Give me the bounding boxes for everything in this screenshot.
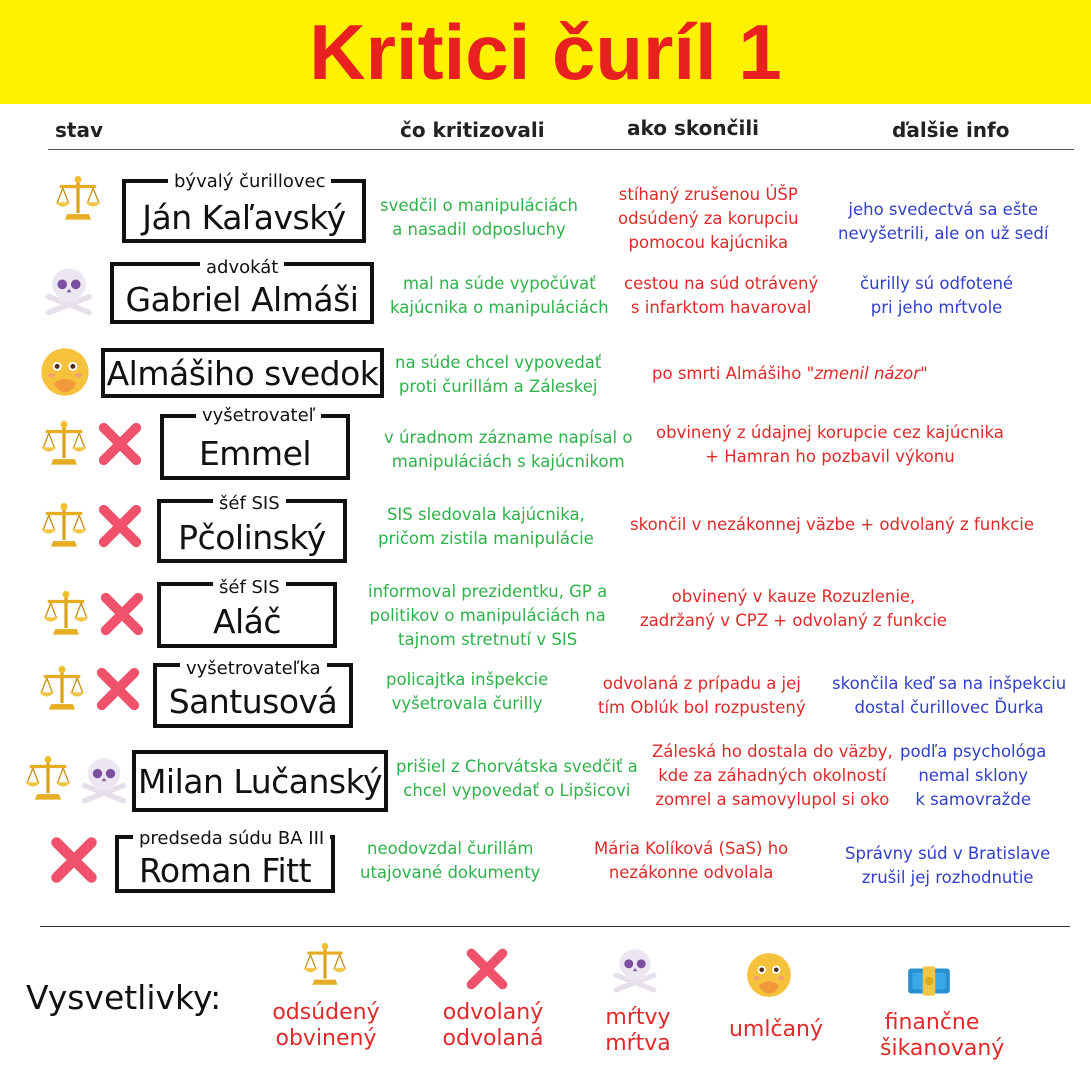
legend-divider: [40, 926, 1070, 927]
criticized-text: [386, 668, 548, 716]
info-text-line: nevyšetrili, ale on už sedí: [838, 224, 1049, 243]
criticized-text-line: manipuláciách s kajúcnikom: [391, 452, 625, 471]
outcome-text-line: odsúdený za korupciu: [618, 209, 799, 228]
person-name: Milan Lučanský: [137, 761, 383, 801]
criticized-text: [390, 272, 609, 320]
criticized-text: [380, 194, 578, 242]
legend-item: [880, 1010, 1005, 1062]
skull-icon: [42, 263, 96, 321]
criticized-text-line: proti čurillám a Záleskej: [398, 377, 598, 396]
outcome-text: [656, 421, 1004, 469]
info-text-line: čurilly sú odfotené: [860, 274, 1014, 293]
criticized-text-line: kajúcnika o manipuláciách: [390, 298, 609, 317]
criticized-text-line: policajtka inšpekcie: [386, 670, 549, 689]
status-icons: [38, 500, 146, 556]
outcome-text-line: skončil v nezákonnej väzbe + odvolaný z funkcie: [630, 515, 1035, 534]
criticized-text-line: pričom zistila manipulácie: [378, 529, 594, 548]
info-text: [845, 842, 1050, 890]
header-info: ďalšie info: [892, 118, 1010, 142]
criticized-text: [378, 503, 594, 551]
info-text-line: podľa psychológa: [900, 742, 1047, 761]
skull-icon: [610, 944, 660, 998]
person-name: Gabriel Almáši: [125, 279, 359, 319]
outcome-text-line: kde za záhadných okolností: [658, 766, 887, 785]
cross-icon: [96, 588, 148, 644]
person-name: Pčolinský: [178, 517, 326, 557]
person-role: advokát: [200, 258, 284, 278]
person-name: Aláč: [212, 601, 282, 641]
status-icons: [38, 345, 92, 403]
criticized-text-line: tajnom stretnutí v SIS: [398, 630, 578, 649]
outcome-text: [594, 837, 788, 885]
outcome-text-line: + Hamran ho pozbavil výkonu: [705, 447, 955, 466]
info-text: [860, 272, 1013, 320]
outcome-text-line: stíhaný zrušenou ÚŠP: [618, 185, 798, 204]
info-text-line: zrušil jej rozhodnutie: [861, 868, 1034, 887]
scales-icon: [38, 500, 90, 556]
scales-icon: [40, 588, 92, 644]
outcome-text: [652, 362, 928, 386]
info-text: [900, 740, 1046, 812]
legend-label: umlčaný: [728, 1017, 824, 1042]
legend-title: Vysvetlivky:: [26, 978, 222, 1017]
info-text-line: Správny súd v Bratislave: [845, 844, 1051, 863]
info-text-line: dostal čurillovec Ďurka: [854, 698, 1044, 717]
criticized-text: [368, 580, 607, 652]
person-name: Roman Fitt: [138, 850, 312, 890]
header-divider: [48, 149, 1074, 150]
criticized-text-line: SIS sledovala kajúcnika,: [386, 505, 585, 524]
cross-icon: [462, 944, 512, 998]
status-icons: [40, 588, 148, 644]
criticized-text-line: utajované dokumenty: [360, 863, 541, 882]
outcome-text-line: zadržaný v CPZ + odvolaný z funkcie: [640, 611, 947, 630]
skull-icon: [78, 753, 130, 809]
scales-icon: [36, 663, 88, 719]
outcome-text: [598, 672, 806, 720]
person-role: šéf SIS: [213, 578, 286, 598]
hush-icon: [38, 345, 92, 403]
person-name: Almášiho svedok: [106, 353, 379, 393]
scales-icon: [22, 753, 74, 809]
criticized-text-line: a nasadil odposluchy: [392, 220, 566, 239]
person-role: vyšetrovateľka: [180, 659, 327, 679]
outcome-text-line: tím Oblúk bol rozpustený: [598, 698, 806, 717]
criticized-text-line: svedčil o manipuláciách: [380, 196, 578, 215]
info-text-line: skončila keď sa na inšpekciu: [832, 674, 1067, 693]
scales-icon: [38, 418, 90, 474]
scales-icon: [300, 940, 350, 994]
outcome-text-line: Záleská ho dostala do väzby,: [652, 742, 893, 761]
outcome-quote: "zmenil názor": [806, 364, 928, 383]
outcome-text: [624, 272, 818, 320]
criticized-text: [396, 755, 638, 803]
legend-label: odvolaná: [442, 1026, 544, 1051]
status-icons: [42, 263, 96, 321]
header-outcome: ako skončili: [627, 116, 760, 140]
status-icons: [36, 663, 144, 719]
legend-label: mŕtva: [605, 1031, 671, 1056]
person-role: vyšetrovateľ: [196, 406, 321, 426]
criticized-text: [384, 426, 632, 474]
scales-icon: [52, 173, 104, 229]
info-text-line: jeho svedectvá sa ešte: [848, 200, 1039, 219]
header-stav: stav: [55, 118, 103, 142]
outcome-prefix: po smrti Almášiho: [652, 364, 807, 383]
criticized-text: [395, 351, 601, 399]
hush-icon: [744, 950, 794, 1004]
outcome-text-line: zomrel a samovylupol si oko: [655, 790, 890, 809]
legend-item: [726, 1017, 826, 1043]
outcome-text-line: cestou na súd otrávený: [624, 274, 819, 293]
person-name: Santusová: [168, 682, 338, 721]
cross-icon: [94, 500, 146, 556]
name-box: [101, 348, 384, 398]
criticized-text-line: prišiel z Chorvátska svedčiť a: [396, 757, 638, 776]
cross-icon: [94, 418, 146, 474]
outcome-text: [630, 513, 1034, 537]
criticized-text-line: vyšetrovala čurilly: [391, 694, 543, 713]
legend-label: odsúdený: [272, 1000, 380, 1025]
legend-item: [596, 1005, 680, 1057]
criticized-text-line: politikov o manipuláciách na: [369, 606, 606, 625]
outcome-text: [618, 183, 799, 255]
status-icons: [22, 753, 130, 809]
legend-item: [268, 1000, 384, 1052]
outcome-text-line: obvinený v kauze Rozuzlenie,: [671, 587, 916, 606]
person-role: predseda súdu BA III: [133, 829, 330, 849]
legend-label: finančne: [884, 1010, 980, 1035]
info-text-line: k samovražde: [915, 790, 1031, 809]
legend-item: [438, 1000, 548, 1052]
status-icons: [46, 832, 102, 892]
outcome-text-line: pomocou kajúcnika: [628, 233, 789, 252]
legend-label: mŕtvy: [605, 1005, 671, 1030]
outcome-text-line: nezákonne odvolala: [608, 863, 774, 882]
outcome-text-line: Mária Kolíková (SaS) ho: [594, 839, 789, 858]
info-text-line: nemal sklony: [918, 766, 1028, 785]
header-criticized: čo kritizovali: [400, 118, 545, 142]
outcome-text: [640, 585, 947, 633]
legend-label: šikanovaný: [880, 1036, 1005, 1061]
cross-icon: [46, 832, 102, 892]
person-name: Ján Kaľavský: [142, 197, 346, 237]
legend-label: odvolaný: [442, 1000, 544, 1025]
info-text-line: pri jeho mŕtvole: [870, 298, 1003, 317]
criticized-text-line: informoval prezidentku, GP a: [368, 582, 608, 601]
outcome-text-line: s infarktom havaroval: [630, 298, 812, 317]
criticized-text-line: na súde chcel vypovedať: [395, 353, 602, 372]
cross-icon: [92, 663, 144, 719]
name-box: [132, 750, 388, 812]
status-icons: [38, 418, 146, 474]
money-icon: [904, 956, 954, 1010]
criticized-text-line: neodovzdal čurillám: [367, 839, 534, 858]
criticized-text-line: chcel vypovedať o Lipšicovi: [403, 781, 631, 800]
criticized-text: [360, 837, 540, 885]
legend-label: obvinený: [275, 1026, 377, 1051]
outcome-text-line: obvinený z údajnej korupcie cez kajúcnika: [656, 423, 1004, 442]
page-title: Kritici čuríl 1: [309, 8, 782, 96]
person-role: bývalý čurillovec: [168, 172, 331, 192]
status-icons: [52, 173, 104, 229]
person-name: Emmel: [198, 433, 312, 473]
info-text: [832, 672, 1066, 720]
person-role: šéf SIS: [213, 494, 286, 514]
criticized-text-line: v úradnom zázname napísal o: [384, 428, 633, 447]
info-text: [838, 198, 1048, 246]
outcome-text-line: odvolaná z prípadu a jej: [602, 674, 801, 693]
criticized-text-line: mal na súde vypočúvať: [402, 274, 596, 293]
outcome-text: [652, 740, 893, 812]
